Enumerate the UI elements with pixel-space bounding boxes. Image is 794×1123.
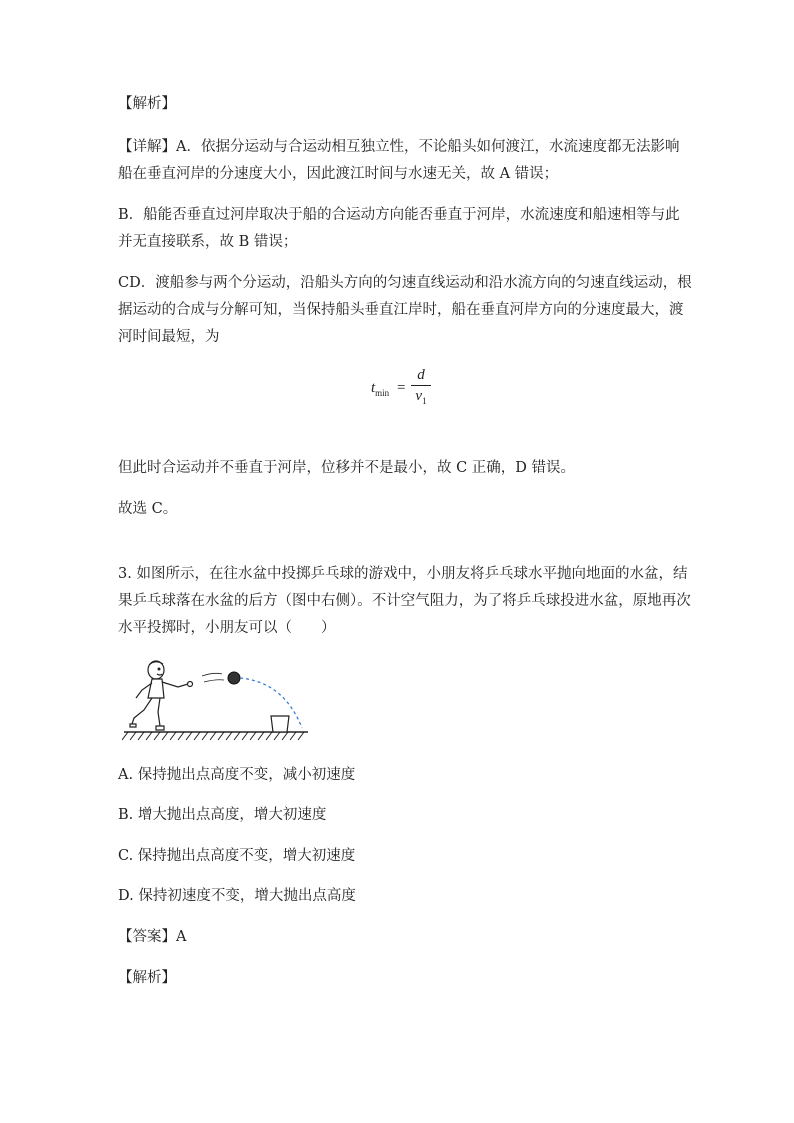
child-shoe-front: [156, 726, 164, 730]
option-a: A. 保持抛出点高度不变，减小初速度: [118, 767, 356, 783]
question-3-line-1: 3. 如图所示，在往水盆中投掷乒乓球的游戏中，小朋友将乒乓球水平抛向地面的水盆，结: [118, 566, 688, 582]
child-throwing-arm: [162, 682, 188, 687]
option-d: D. 保持初速度不变，增大抛出点高度: [118, 888, 356, 904]
child-hand: [188, 682, 193, 687]
conclusion-line: 但此时合运动并不垂直于河岸，位移并不是最小，故 C 正确，D 错误。: [118, 460, 576, 476]
detail-line-6: 据运动的合成与分解可知，当保持船头垂直江岸时，船在垂直河岸方向的分速度最大，渡: [118, 302, 684, 318]
section-heading-analysis: 【解析】: [118, 96, 176, 112]
fraction-bar: [411, 385, 431, 386]
water-basin: [271, 716, 289, 732]
formula-numerator: d: [417, 367, 425, 383]
ping-pong-toss-figure: [122, 658, 312, 744]
detail-line-2: 船在垂直河岸的分速度大小，因此渡江时间与水速无关，故 A 错误；: [118, 166, 559, 182]
child-body: [148, 679, 164, 698]
ground-hatching: [122, 732, 304, 740]
formula-fraction: [411, 366, 431, 405]
ping-pong-ball: [228, 672, 240, 684]
formula-lhs: $t_{min}$: [371, 380, 390, 398]
choice-line: 故选 C。: [118, 501, 178, 517]
formula-denominator: $v_1$: [415, 388, 427, 406]
detail-line-7: 河时间最短，为: [118, 329, 220, 345]
child-figure: [130, 661, 193, 730]
option-b: B. 增大抛出点高度，增大初速度: [118, 807, 327, 823]
detail-line-1: 【详解】A．依据分运动与合运动相互独立性，不论船头如何渡江，水流速度都无法影响: [118, 139, 680, 155]
child-back-leg: [132, 698, 152, 724]
detail-line-3: B．船能否垂直过河岸取决于船的合运动方向能否垂直于河岸，水流速度和船速相等与此: [118, 207, 680, 223]
formula-equals: =: [397, 380, 406, 396]
detail-line-5: CD．渡船参与两个分运动，沿船头方向的匀速直线运动和沿水流方向的匀速直线运动，根: [118, 275, 692, 291]
option-c: C. 保持抛出点高度不变，增大初速度: [118, 848, 356, 864]
question-3-line-2: 果乒乓球落在水盆的后方（图中右侧）。不计空气阻力，为了将乒乓球投进水盆，原地再次: [118, 593, 691, 609]
detail-line-4: 并无直接联系，故 B 错误；: [118, 234, 298, 250]
motion-lines: [202, 673, 224, 682]
child-front-leg: [158, 698, 160, 726]
question-3-line-3: 水平投掷时，小朋友可以（ ）: [118, 620, 336, 636]
answer-line: 【答案】A: [118, 929, 187, 945]
analysis-heading-2: 【解析】: [118, 970, 176, 986]
child-shoe-back: [130, 724, 136, 727]
